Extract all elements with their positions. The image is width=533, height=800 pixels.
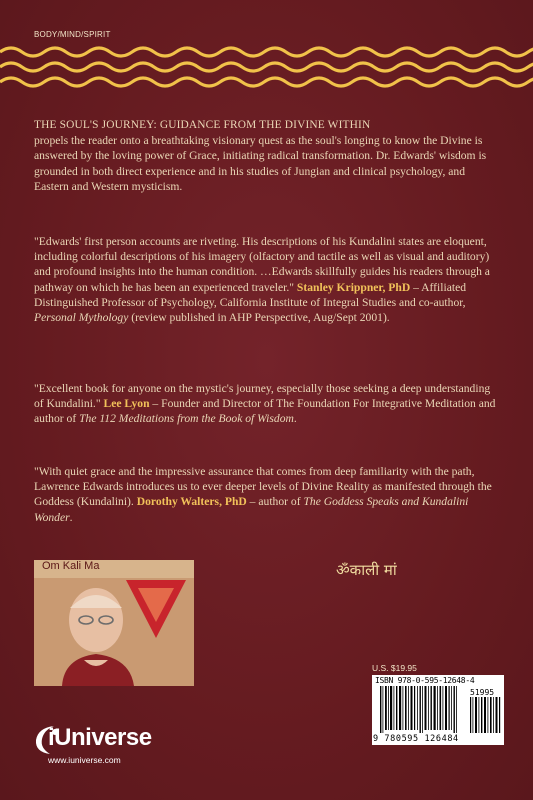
author-photo xyxy=(34,560,194,686)
wave-border xyxy=(0,44,533,90)
review-author: Stanley Krippner, PhD xyxy=(296,280,411,294)
review-author: Lee Lyon xyxy=(103,397,150,411)
review-note: . xyxy=(293,412,297,426)
publisher-url: www.iuniverse.com xyxy=(48,755,121,765)
review-author: Dorothy Walters, PhD xyxy=(136,495,247,509)
review-book: Personal Mythology xyxy=(34,311,129,325)
review-affiliation: – Founder and Director of The Foundation For Integrative Meditation and author of xyxy=(34,397,496,426)
barcode-number: 9 780595 126484 xyxy=(373,734,459,744)
publisher-name: iUniverse xyxy=(48,724,152,751)
book-title-line: THE SOUL'S JOURNEY: GUIDANCE FROM THE DIVINE WITHIN xyxy=(34,119,371,131)
review-lyon xyxy=(34,381,502,427)
wave-line-3 xyxy=(0,78,533,86)
om-kali-ma-devanagari: ॐकाली मां xyxy=(336,561,397,579)
review-affiliation: – author of xyxy=(246,495,304,509)
isbn-barcode xyxy=(372,675,504,745)
price-label: U.S. $19.95 xyxy=(372,663,417,673)
review-quote: "Excellent book for anyone on the mystic's journey, especially those seeking a deep understanding of Kundalini." xyxy=(34,382,491,411)
wave-line-1 xyxy=(0,48,533,56)
review-quote: "Edwards' first person accounts are riveting. His descriptions of his Kundalini states are eloquent, including colorful descriptions of his imagery (olfactory and tactile as well as visual and auditory) and profound insights into the human condition. …Edwards skillfully guides his readers through a pathway on which he has been an experienced traveler." xyxy=(34,235,490,294)
review-affiliation: – Affiliated Distinguished Professor of Psychology, California Institute of Integral Studies and co-author, xyxy=(34,280,467,309)
review-krippner xyxy=(34,234,502,325)
intro-paragraph xyxy=(34,118,502,194)
review-quote: "With quiet grace and the impressive assurance that comes from deep familiarity with the path, Lawrence Edwards introduces us to ever deeper levels of Divine Reality as manifested through the Goddess (Kundalini). xyxy=(34,465,492,509)
review-book: The 112 Meditations from the Book of Wisdom xyxy=(79,412,294,426)
wave-line-2 xyxy=(0,63,533,71)
review-book: The Goddess Speaks and Kundalini Wonder xyxy=(34,495,469,524)
photo-caption: Om Kali Ma xyxy=(42,560,100,572)
intro-body: propels the reader onto a breathtaking visionary quest as the soul's longing to know the Divine is answered by the loving power of Grace, initiating radical transformation. Dr. Edwards' wisdom is grounded in both direct experience and in his studies of Jungian and clinical psychology, and Eastern and Western mysticism. xyxy=(34,134,487,193)
isbn-text: ISBN 978-0-595-12648-4 xyxy=(375,676,475,685)
author-portrait-illustration xyxy=(34,560,194,686)
review-walters xyxy=(34,464,502,525)
barcode-addon: 51995 xyxy=(470,688,495,697)
category-label: BODY/MIND/SPIRIT xyxy=(34,30,111,39)
review-note: (review published in AHP Perspective, Aug/Sept 2001). xyxy=(128,311,390,325)
review-note: . xyxy=(69,510,73,524)
